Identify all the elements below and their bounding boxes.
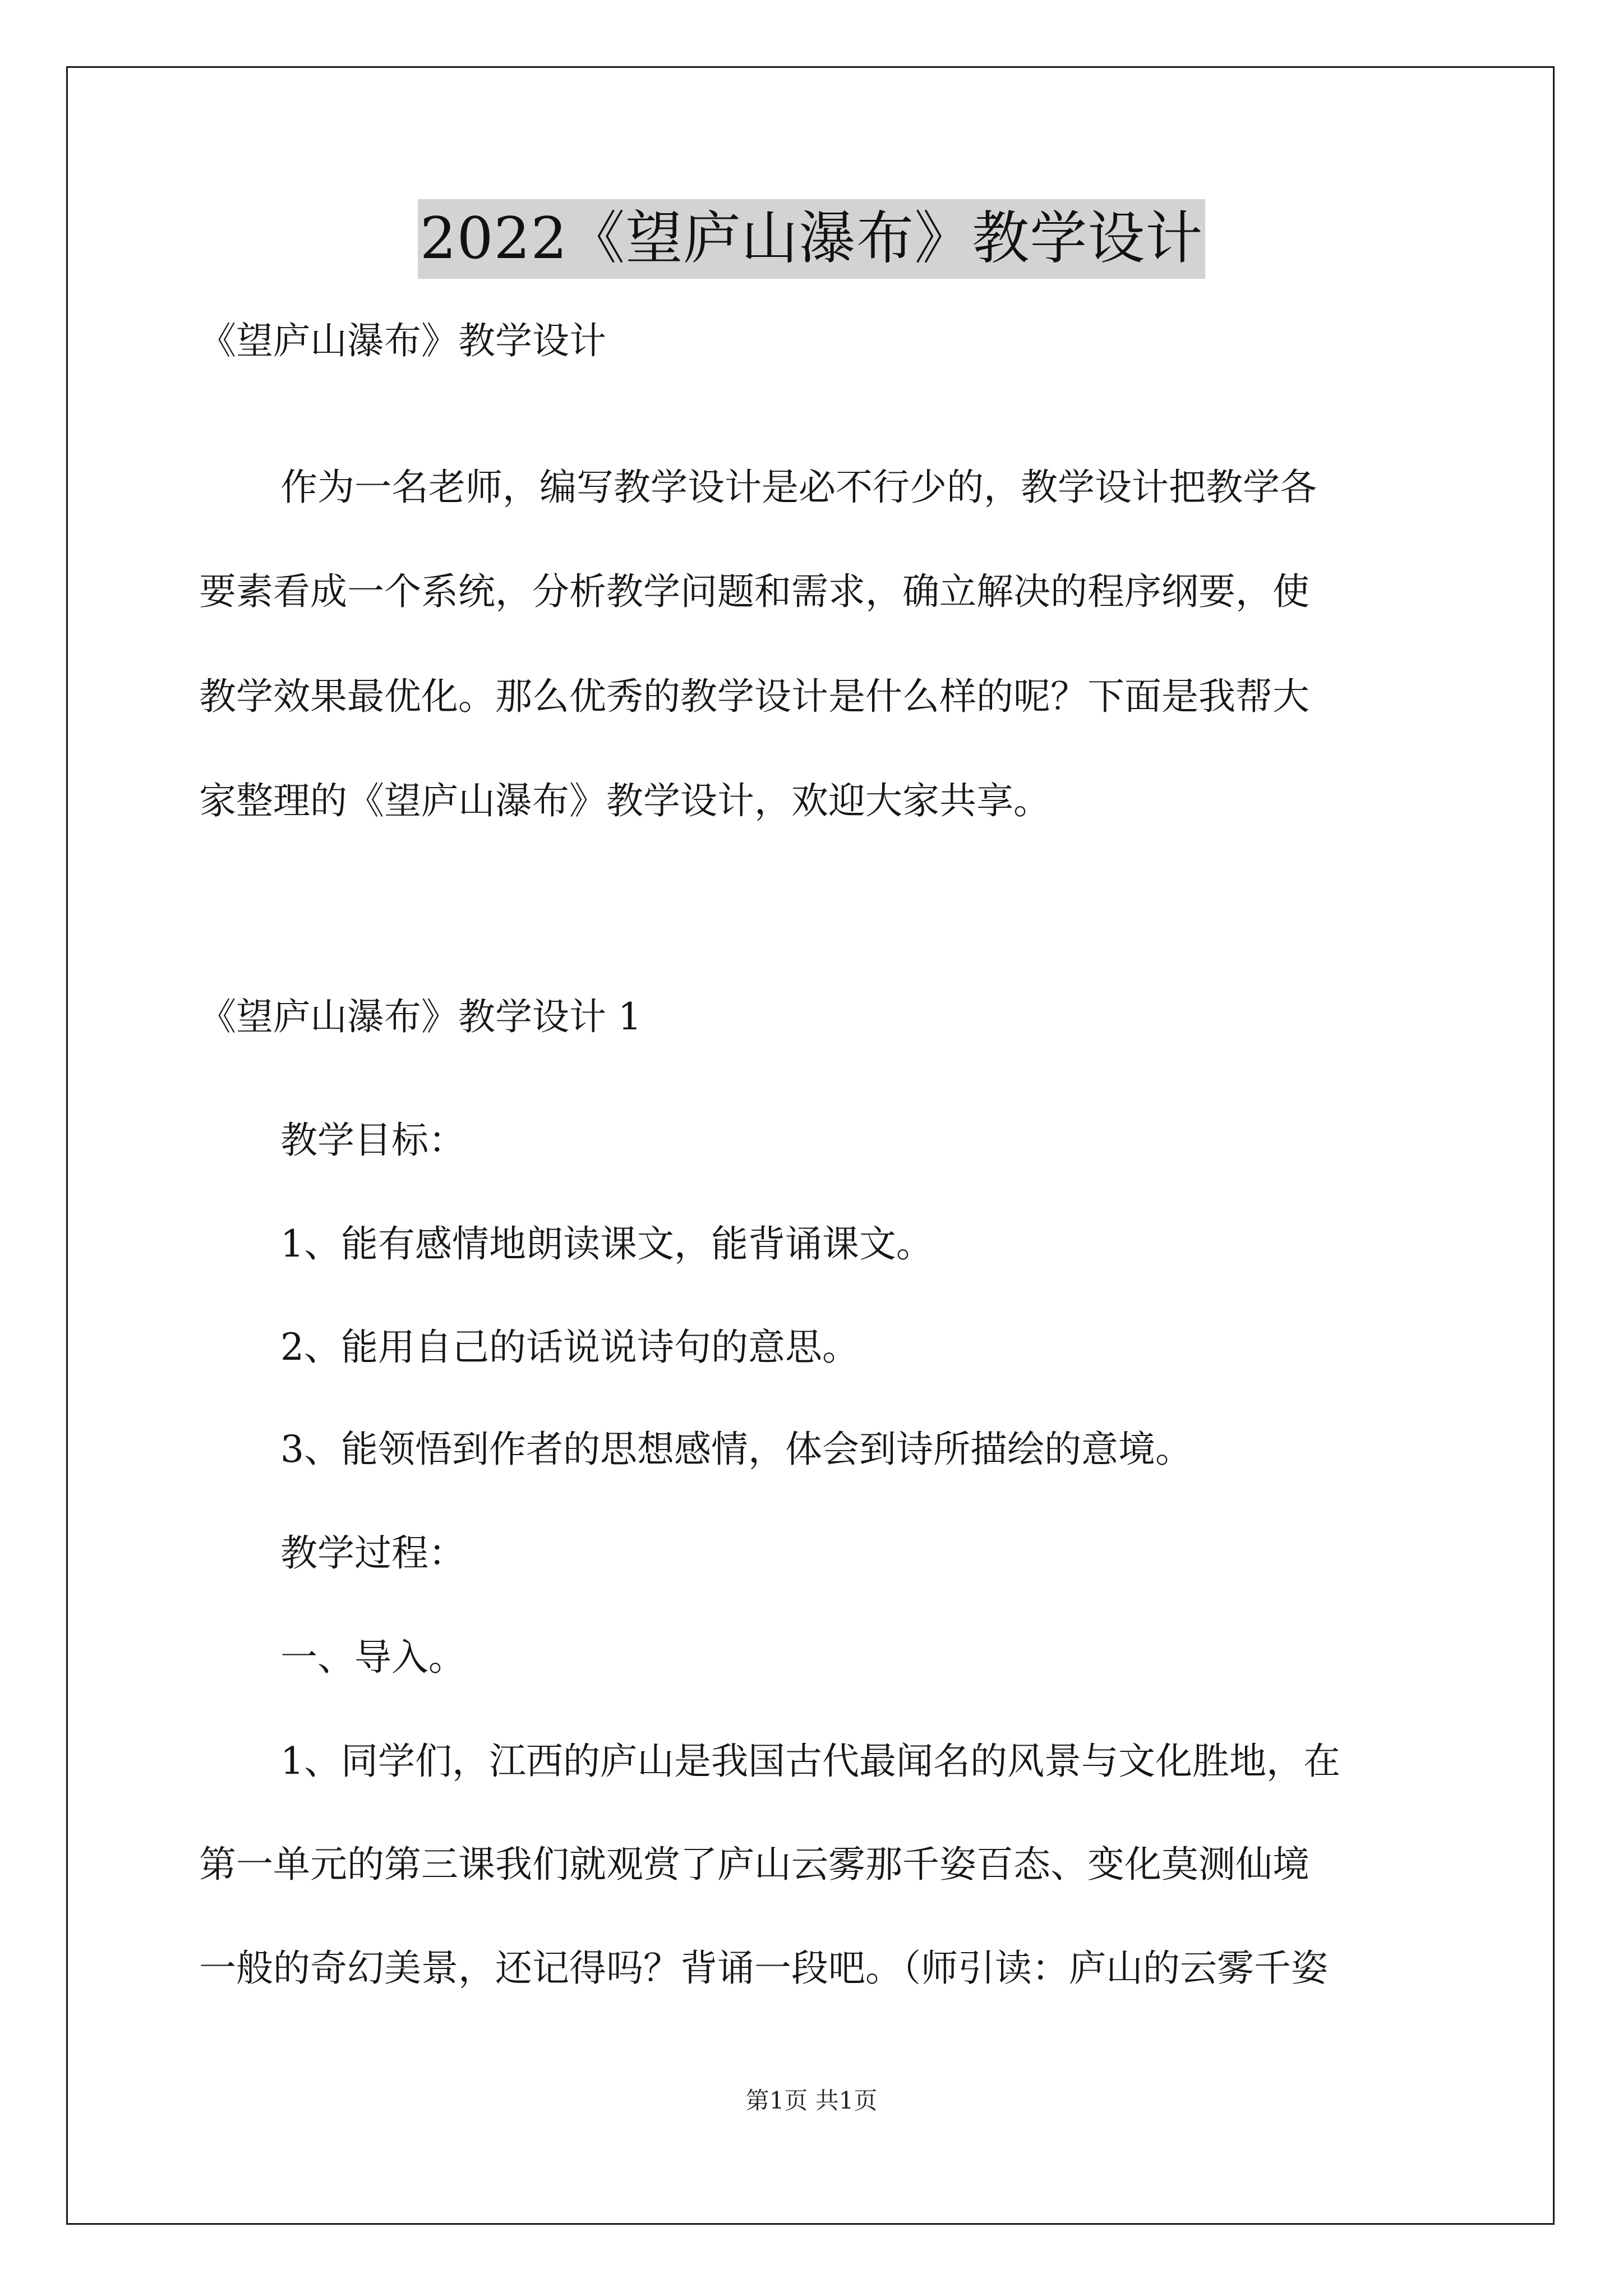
list-item: 2、能用自己的话说说诗句的意思。 xyxy=(280,1326,859,1369)
title-container xyxy=(0,199,1623,279)
paragraph-line: 家整理的《望庐山瀑布》教学设计，欢迎大家共享。 xyxy=(199,779,1050,822)
paragraph-line: 教学效果最优化。那么优秀的教学设计是什么样的呢？下面是我帮大 xyxy=(199,675,1310,718)
list-item: 3、能领悟到作者的思想感情，体会到诗所描绘的意境。 xyxy=(280,1428,1192,1471)
paragraph-line: 教学目标： xyxy=(280,1119,465,1162)
subtitle-line: 《望庐山瀑布》教学设计 xyxy=(199,319,606,362)
paragraph-line: 第一单元的第三课我们就观赏了庐山云雾那千姿百态、变化莫测仙境 xyxy=(199,1843,1310,1886)
paragraph-line: 1、同学们，江西的庐山是我国古代最闻名的风景与文化胜地，在 xyxy=(280,1740,1340,1783)
paragraph-line: 作为一名老师，编写教学设计是必不行少的，教学设计把教学各 xyxy=(280,466,1317,509)
page-footer: 第1页 共1页 xyxy=(745,2087,878,2114)
paragraph-line: 要素看成一个系统，分析教学问题和需求，确立解决的程序纲要，使 xyxy=(199,570,1310,613)
paragraph-line: 一、导入。 xyxy=(280,1636,465,1679)
document-title: 2022《望庐山瀑布》教学设计 xyxy=(418,199,1206,279)
paragraph-line: 教学过程： xyxy=(280,1531,465,1575)
list-item: 1、能有感情地朗读课文，能背诵课文。 xyxy=(280,1222,933,1266)
section-heading: 《望庐山瀑布》教学设计 1 xyxy=(199,995,642,1038)
paragraph-line: 一般的奇幻美景，还记得吗？背诵一段吧。（师引读：庐山的云雾千姿 xyxy=(199,1947,1328,1990)
